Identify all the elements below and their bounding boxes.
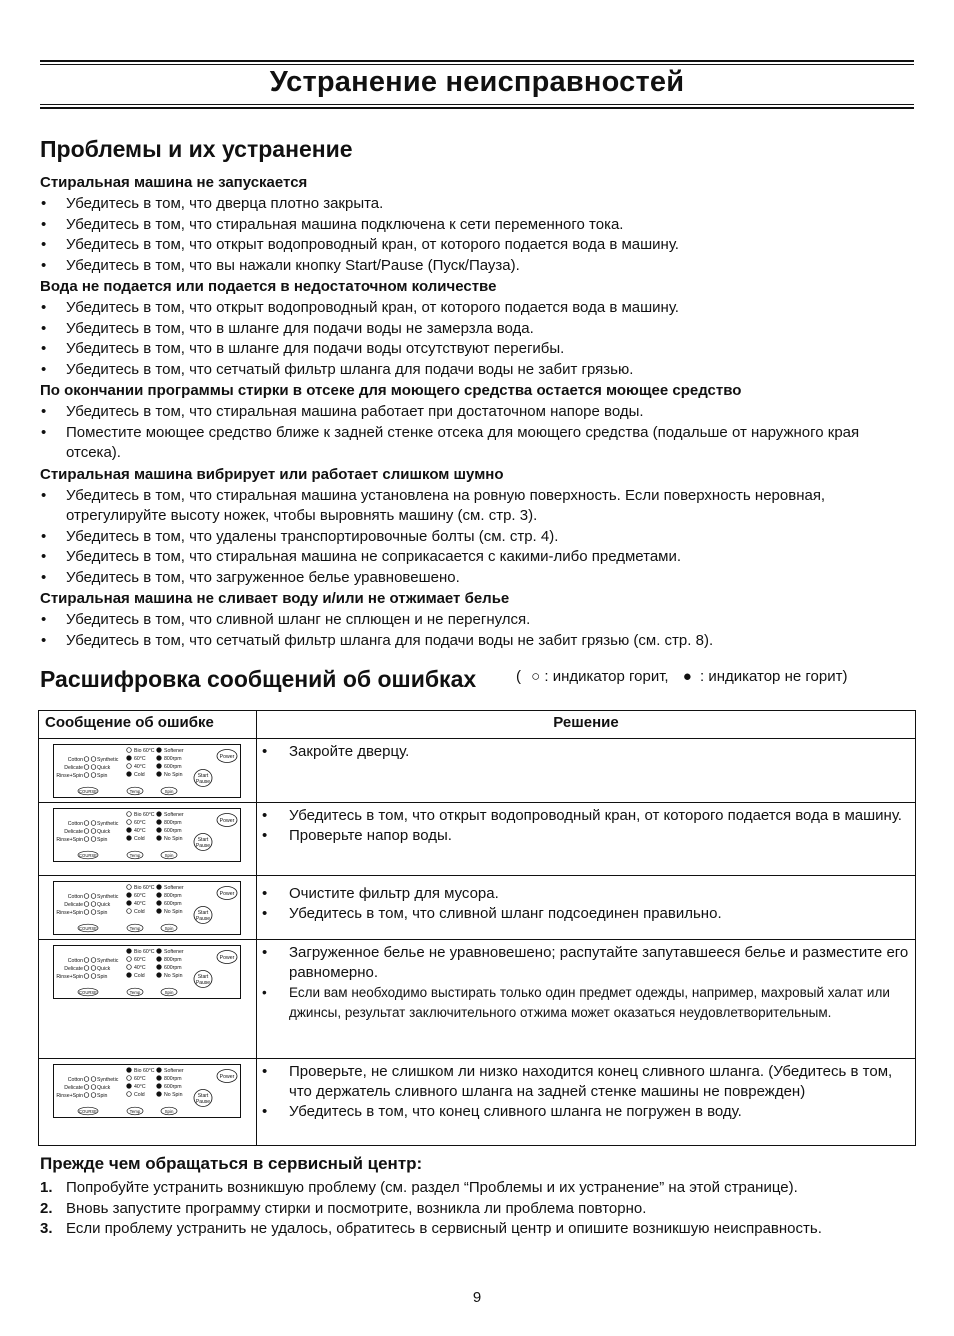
- indicator-off-icon: [127, 828, 132, 833]
- indicator-on-icon: [127, 909, 132, 914]
- problem-item: • Убедитесь в том, что удалены транспортировочные болты (см. стр. 4).: [40, 527, 914, 548]
- table-row: [39, 1059, 916, 1146]
- solution-item: • Очистите фильтр для мусора.: [261, 884, 913, 904]
- service-step: [40, 1199, 914, 1220]
- problem-item: • Убедитесь в том, что дверца плотно закрыта.: [40, 194, 914, 215]
- program-label: Cotton: [67, 1077, 83, 1083]
- header-rule-bottom: [40, 107, 914, 109]
- indicator-label: No Spin: [164, 836, 183, 842]
- spin-label: Spin: [164, 853, 174, 858]
- start-label: Start: [197, 773, 209, 779]
- header-rule-top: [40, 60, 914, 62]
- column-header-message: Сообщение об ошибке: [39, 711, 257, 739]
- table-header-row: [39, 711, 916, 739]
- indicator-off-icon: [157, 820, 162, 825]
- errors-heading: Расшифровка сообщений об ошибках: [40, 666, 477, 692]
- problems-list: [40, 172, 914, 651]
- program-label: Synthetic: [97, 821, 119, 827]
- program-label: Spin: [97, 974, 108, 980]
- indicator-off-icon: [127, 1084, 132, 1089]
- error-panel-cell: [39, 1059, 257, 1146]
- problem-items: [40, 194, 914, 276]
- program-label: Delicate: [64, 966, 83, 972]
- error-panel-cell: [39, 876, 257, 940]
- problem-item: • Убедитесь в том, что в шланге для подачи воды не замерзла вода.: [40, 319, 914, 340]
- program-label: Cotton: [67, 958, 83, 964]
- indicator-on-icon: [127, 885, 132, 890]
- indicator-off-icon: [127, 772, 132, 777]
- indicator-label: Cold: [134, 836, 145, 842]
- start-label: Start: [197, 837, 209, 843]
- indicator-off-icon: [157, 1076, 162, 1081]
- service-step: [40, 1178, 914, 1199]
- indicator-label: 800rpm: [164, 756, 182, 762]
- solution-cell: [257, 876, 916, 940]
- step-text: Вновь запустите программу стирки и посмотрите, возникла ли проблема повторно.: [66, 1199, 647, 1217]
- header-rule-bottom-thin: [40, 104, 914, 105]
- indicator-off-icon: [157, 1092, 162, 1097]
- control-panel-image: [53, 945, 242, 1003]
- solution-cell: [257, 739, 916, 803]
- program-label: Delicate: [64, 765, 83, 771]
- program-label: Delicate: [64, 1085, 83, 1091]
- indicator-legend: [516, 668, 847, 685]
- temp-label: Temp: [129, 853, 141, 858]
- indicator-label: 600rpm: [164, 901, 182, 907]
- error-panel-cell: [39, 739, 257, 803]
- program-label: Quick: [97, 1085, 111, 1091]
- solution-item: • Проверьте напор воды.: [261, 826, 913, 846]
- legend-on-text: : индикатор горит,: [544, 668, 669, 685]
- indicator-off-icon: [127, 1068, 132, 1073]
- page-title: Устранение неисправностей: [269, 66, 685, 98]
- program-label: Quick: [97, 765, 111, 771]
- indicator-off-icon: [157, 756, 162, 761]
- indicator-label: Softener: [164, 748, 184, 754]
- spin-label: Spin: [164, 926, 174, 931]
- service-step: [40, 1219, 914, 1240]
- course-label: COURSE: [79, 990, 97, 995]
- start-label: Start: [197, 910, 209, 916]
- problem-title: Вода не подается или подается в недостаточном количестве: [40, 278, 497, 295]
- problem-item: • Убедитесь в том, что открыт водопроводный кран, от которого подается вода в машину.: [40, 235, 914, 256]
- indicator-off-icon: [157, 1084, 162, 1089]
- indicator-off-icon: [157, 812, 162, 817]
- indicator-label: 60°C: [134, 957, 146, 963]
- indicator-label: 40°C: [134, 828, 146, 834]
- indicator-on-icon: [127, 764, 132, 769]
- solution-cell: [257, 803, 916, 876]
- problem-item: • Убедитесь в том, что стиральная машина не соприкасается с какими-либо предметами.: [40, 547, 914, 568]
- control-panel-svg: [53, 1064, 241, 1118]
- indicator-off-icon: [157, 893, 162, 898]
- indicator-label: 800rpm: [164, 893, 182, 899]
- problem-title: Стиральная машина не сливает воду и/или не отжимает белье: [40, 590, 510, 607]
- course-label: COURSE: [79, 926, 97, 931]
- indicator-off-icon: [127, 893, 132, 898]
- pause-label: Pause: [195, 779, 211, 785]
- indicator-label: Bio 60°C: [134, 949, 155, 955]
- pause-label: Pause: [195, 916, 211, 922]
- control-panel-image: [53, 881, 242, 939]
- indicator-off-icon: [157, 748, 162, 753]
- course-label: COURSE: [79, 1109, 97, 1114]
- program-label: Synthetic: [97, 1077, 119, 1083]
- program-label: Rinse+Spin: [56, 773, 83, 779]
- indicator-off-icon: [157, 764, 162, 769]
- program-label: Synthetic: [97, 894, 119, 900]
- indicator-label: 600rpm: [164, 1084, 182, 1090]
- error-panel-cell: [39, 940, 257, 1059]
- program-label: Quick: [97, 966, 111, 972]
- start-label: Start: [197, 974, 209, 980]
- indicator-label: No Spin: [164, 973, 183, 979]
- problem-item: • Убедитесь в том, что стиральная машина установлена на ровную поверхность. Если поверхность неровная, отрегулируйте высоту ножек, чтобы выровнять машину (см. стр. 3).: [40, 486, 914, 527]
- step-number: 1.: [40, 1179, 53, 1196]
- legend-off-text: : индикатор не горит): [699, 668, 848, 685]
- solution-note: • Если вам необходимо выстирать только один предмет одежды, например, махровый халат или джинсы, результат заключительного отжима может оказаться неудовлетворительным.: [261, 983, 913, 1023]
- program-label: Spin: [97, 1093, 108, 1099]
- power-label: Power: [219, 1074, 235, 1080]
- table-row: [39, 739, 916, 803]
- indicator-off-icon: [157, 957, 162, 962]
- page-number: 9: [472, 1289, 482, 1306]
- indicator-label: 60°C: [134, 893, 146, 899]
- legend-open: (: [516, 668, 521, 685]
- problem-items: [40, 610, 914, 651]
- indicator-label: 600rpm: [164, 828, 182, 834]
- indicator-label: 800rpm: [164, 1076, 182, 1082]
- indicator-label: Bio 60°C: [134, 885, 155, 891]
- indicator-label: No Spin: [164, 1092, 183, 1098]
- solution-cell: [257, 940, 916, 1059]
- problem-title: Стиральная машина вибрирует или работает слишком шумно: [40, 465, 504, 483]
- solution-item: • Убедитесь в том, что конец сливного шланга не погружен в воду.: [261, 1102, 913, 1122]
- indicator-off-icon: [127, 949, 132, 954]
- program-label: Spin: [97, 910, 108, 916]
- error-table: [38, 710, 916, 1146]
- spin-label: Spin: [164, 1109, 174, 1114]
- indicator-label: Cold: [134, 772, 145, 778]
- indicator-label: Cold: [134, 973, 145, 979]
- program-label: Synthetic: [97, 958, 119, 964]
- indicator-label: 40°C: [134, 1084, 146, 1090]
- pause-label: Pause: [195, 1099, 211, 1105]
- program-label: Delicate: [64, 902, 83, 908]
- indicator-label: Softener: [164, 949, 184, 955]
- indicator-label: Bio 60°C: [134, 812, 155, 818]
- indicator-off-icon: [127, 836, 132, 841]
- indicator-label: Cold: [134, 1092, 145, 1098]
- indicator-off-icon: [157, 949, 162, 954]
- indicator-label: Cold: [134, 909, 145, 915]
- control-panel-svg: [53, 881, 241, 935]
- problem-item: • Убедитесь в том, что стиральная машина подключена к сети переменного тока.: [40, 215, 914, 236]
- problem-item: • Убедитесь в том, что загруженное белье уравновешено.: [40, 568, 914, 589]
- indicator-on-icon: [127, 748, 132, 753]
- indicator-off-icon: ●: [682, 668, 692, 685]
- indicator-label: 60°C: [134, 820, 146, 826]
- course-label: COURSE: [79, 789, 97, 794]
- indicator-off-icon: [127, 973, 132, 978]
- pause-label: Pause: [195, 843, 211, 849]
- indicator-off-icon: [157, 885, 162, 890]
- indicator-off-icon: [157, 901, 162, 906]
- indicator-on-icon: [127, 812, 132, 817]
- indicator-label: Softener: [164, 1068, 184, 1074]
- program-label: Cotton: [67, 757, 83, 763]
- indicator-label: 800rpm: [164, 957, 182, 963]
- control-panel-svg: [53, 808, 241, 862]
- problem-item: • Поместите моющее средство ближе к задней стенке отсека для моющего средства (подальше от наружного края отсека).: [40, 423, 914, 464]
- program-label: Cotton: [67, 821, 83, 827]
- power-label: Power: [219, 891, 235, 897]
- solution-cell: [257, 1059, 916, 1146]
- table-row: [39, 803, 916, 876]
- problem-item: • Убедитесь в том, что в шланге для подачи воды отсутствуют перегибы.: [40, 339, 914, 360]
- indicator-label: 600rpm: [164, 764, 182, 770]
- program-label: Rinse+Spin: [56, 974, 83, 980]
- indicator-label: No Spin: [164, 909, 183, 915]
- program-label: Rinse+Spin: [56, 910, 83, 916]
- solution-item: • Закройте дверцу.: [261, 742, 913, 762]
- program-label: Delicate: [64, 829, 83, 835]
- indicator-label: No Spin: [164, 772, 183, 778]
- indicator-off-icon: [127, 901, 132, 906]
- indicator-label: 600rpm: [164, 965, 182, 971]
- program-label: Rinse+Spin: [56, 837, 83, 843]
- program-label: Synthetic: [97, 757, 119, 763]
- problems-heading: Проблемы и их устранение: [40, 136, 353, 162]
- temp-label: Temp: [129, 926, 141, 931]
- problem-item: • Убедитесь в том, что стиральная машина работает при достаточном напоре воды.: [40, 402, 914, 423]
- service-section: [40, 1152, 914, 1240]
- problem-title: По окончании программы стирки в отсеке для моющего средства остается моющее средство: [40, 382, 742, 399]
- control-panel-image: [53, 808, 242, 866]
- table-row: [39, 876, 916, 940]
- indicator-label: 60°C: [134, 1076, 146, 1082]
- problem-items: [40, 402, 914, 464]
- indicator-on-icon: [127, 965, 132, 970]
- step-text: Попробуйте устранить возникшую проблему (см. раздел “Проблемы и их устранение” на этой странице).: [66, 1179, 798, 1196]
- program-label: Quick: [97, 902, 111, 908]
- spin-label: Spin: [164, 789, 174, 794]
- indicator-off-icon: [157, 1068, 162, 1073]
- spin-label: Spin: [164, 990, 174, 995]
- indicator-label: Softener: [164, 812, 184, 818]
- program-label: Quick: [97, 829, 111, 835]
- solution-item: • Проверьте, не слишком ли низко находится конец сливного шланга. (Убедитесь в том, что держатель сливного шланга на задней стенке машины не поврежден): [261, 1062, 913, 1102]
- table-row: [39, 940, 916, 1059]
- solution-item: • Убедитесь в том, что открыт водопроводный кран, от которого подается вода в машину.: [261, 806, 913, 826]
- header-rule-top-thin: [40, 64, 914, 65]
- control-panel-svg: [53, 945, 241, 999]
- service-steps: [40, 1178, 914, 1240]
- step-number: 2.: [40, 1199, 53, 1217]
- indicator-off-icon: [157, 828, 162, 833]
- problem-item: • Убедитесь в том, что сетчатый фильтр шланга для подачи воды не забит грязью (см. стр. 8).: [40, 631, 914, 652]
- solution-item: • Убедитесь в том, что сливной шланг подсоединен правильно.: [261, 904, 913, 924]
- step-text: Если проблему устранить не удалось, обратитесь в сервисный центр и опишите возникшую неисправность.: [66, 1220, 822, 1237]
- column-header-solution: Решение: [257, 711, 916, 739]
- power-label: Power: [219, 818, 235, 824]
- indicator-off-icon: [127, 756, 132, 761]
- course-label: COURSE: [79, 853, 97, 858]
- program-label: Rinse+Spin: [56, 1093, 83, 1099]
- indicator-on-icon: [127, 957, 132, 962]
- pause-label: Pause: [195, 980, 211, 986]
- start-label: Start: [197, 1093, 209, 1099]
- power-label: Power: [219, 955, 235, 961]
- indicator-label: 40°C: [134, 901, 146, 907]
- indicator-on-icon: [127, 1092, 132, 1097]
- indicator-off-icon: [157, 909, 162, 914]
- indicator-off-icon: [157, 772, 162, 777]
- problem-item: • Убедитесь в том, что вы нажали кнопку Start/Pause (Пуск/Пауза).: [40, 256, 914, 277]
- problem-items: [40, 298, 914, 380]
- control-panel-svg: [53, 744, 241, 798]
- indicator-off-icon: [157, 836, 162, 841]
- power-label: Power: [219, 754, 235, 760]
- problem-items: [40, 486, 914, 589]
- problem-title: Стиральная машина не запускается: [40, 174, 308, 191]
- error-panel-cell: [39, 803, 257, 876]
- problem-item: • Убедитесь в том, что сливной шланг не сплющен и не перегнулся.: [40, 610, 914, 631]
- indicator-label: 40°C: [134, 965, 146, 971]
- control-panel-image: [53, 1064, 242, 1122]
- program-label: Spin: [97, 837, 108, 843]
- temp-label: Temp: [129, 990, 141, 995]
- service-heading: Прежде чем обращаться в сервисный центр:: [40, 1154, 423, 1173]
- indicator-label: 40°C: [134, 764, 146, 770]
- indicator-label: 800rpm: [164, 820, 182, 826]
- indicator-off-icon: [157, 965, 162, 970]
- temp-label: Temp: [129, 789, 141, 794]
- problem-item: • Убедитесь в том, что открыт водопроводный кран, от которого подается вода в машину.: [40, 298, 914, 319]
- control-panel-image: [53, 744, 242, 802]
- indicator-label: Softener: [164, 885, 184, 891]
- temp-label: Temp: [129, 1109, 141, 1114]
- step-number: 3.: [40, 1220, 53, 1237]
- indicator-label: Bio 60°C: [134, 1068, 155, 1074]
- problem-item: • Убедитесь в том, что сетчатый фильтр шланга для подачи воды не забит грязью.: [40, 360, 914, 381]
- indicator-on-icon: [127, 1076, 132, 1081]
- indicator-label: Bio 60°C: [134, 748, 155, 754]
- program-label: Spin: [97, 773, 108, 779]
- indicator-on-icon: [127, 820, 132, 825]
- indicator-label: 60°C: [134, 756, 146, 762]
- solution-item: • Загруженное белье не уравновешено; распутайте запутавшееся белье и разместите его равномерно.: [261, 943, 913, 983]
- indicator-off-icon: [157, 973, 162, 978]
- indicator-on-icon: ○: [531, 668, 541, 685]
- program-label: Cotton: [67, 894, 83, 900]
